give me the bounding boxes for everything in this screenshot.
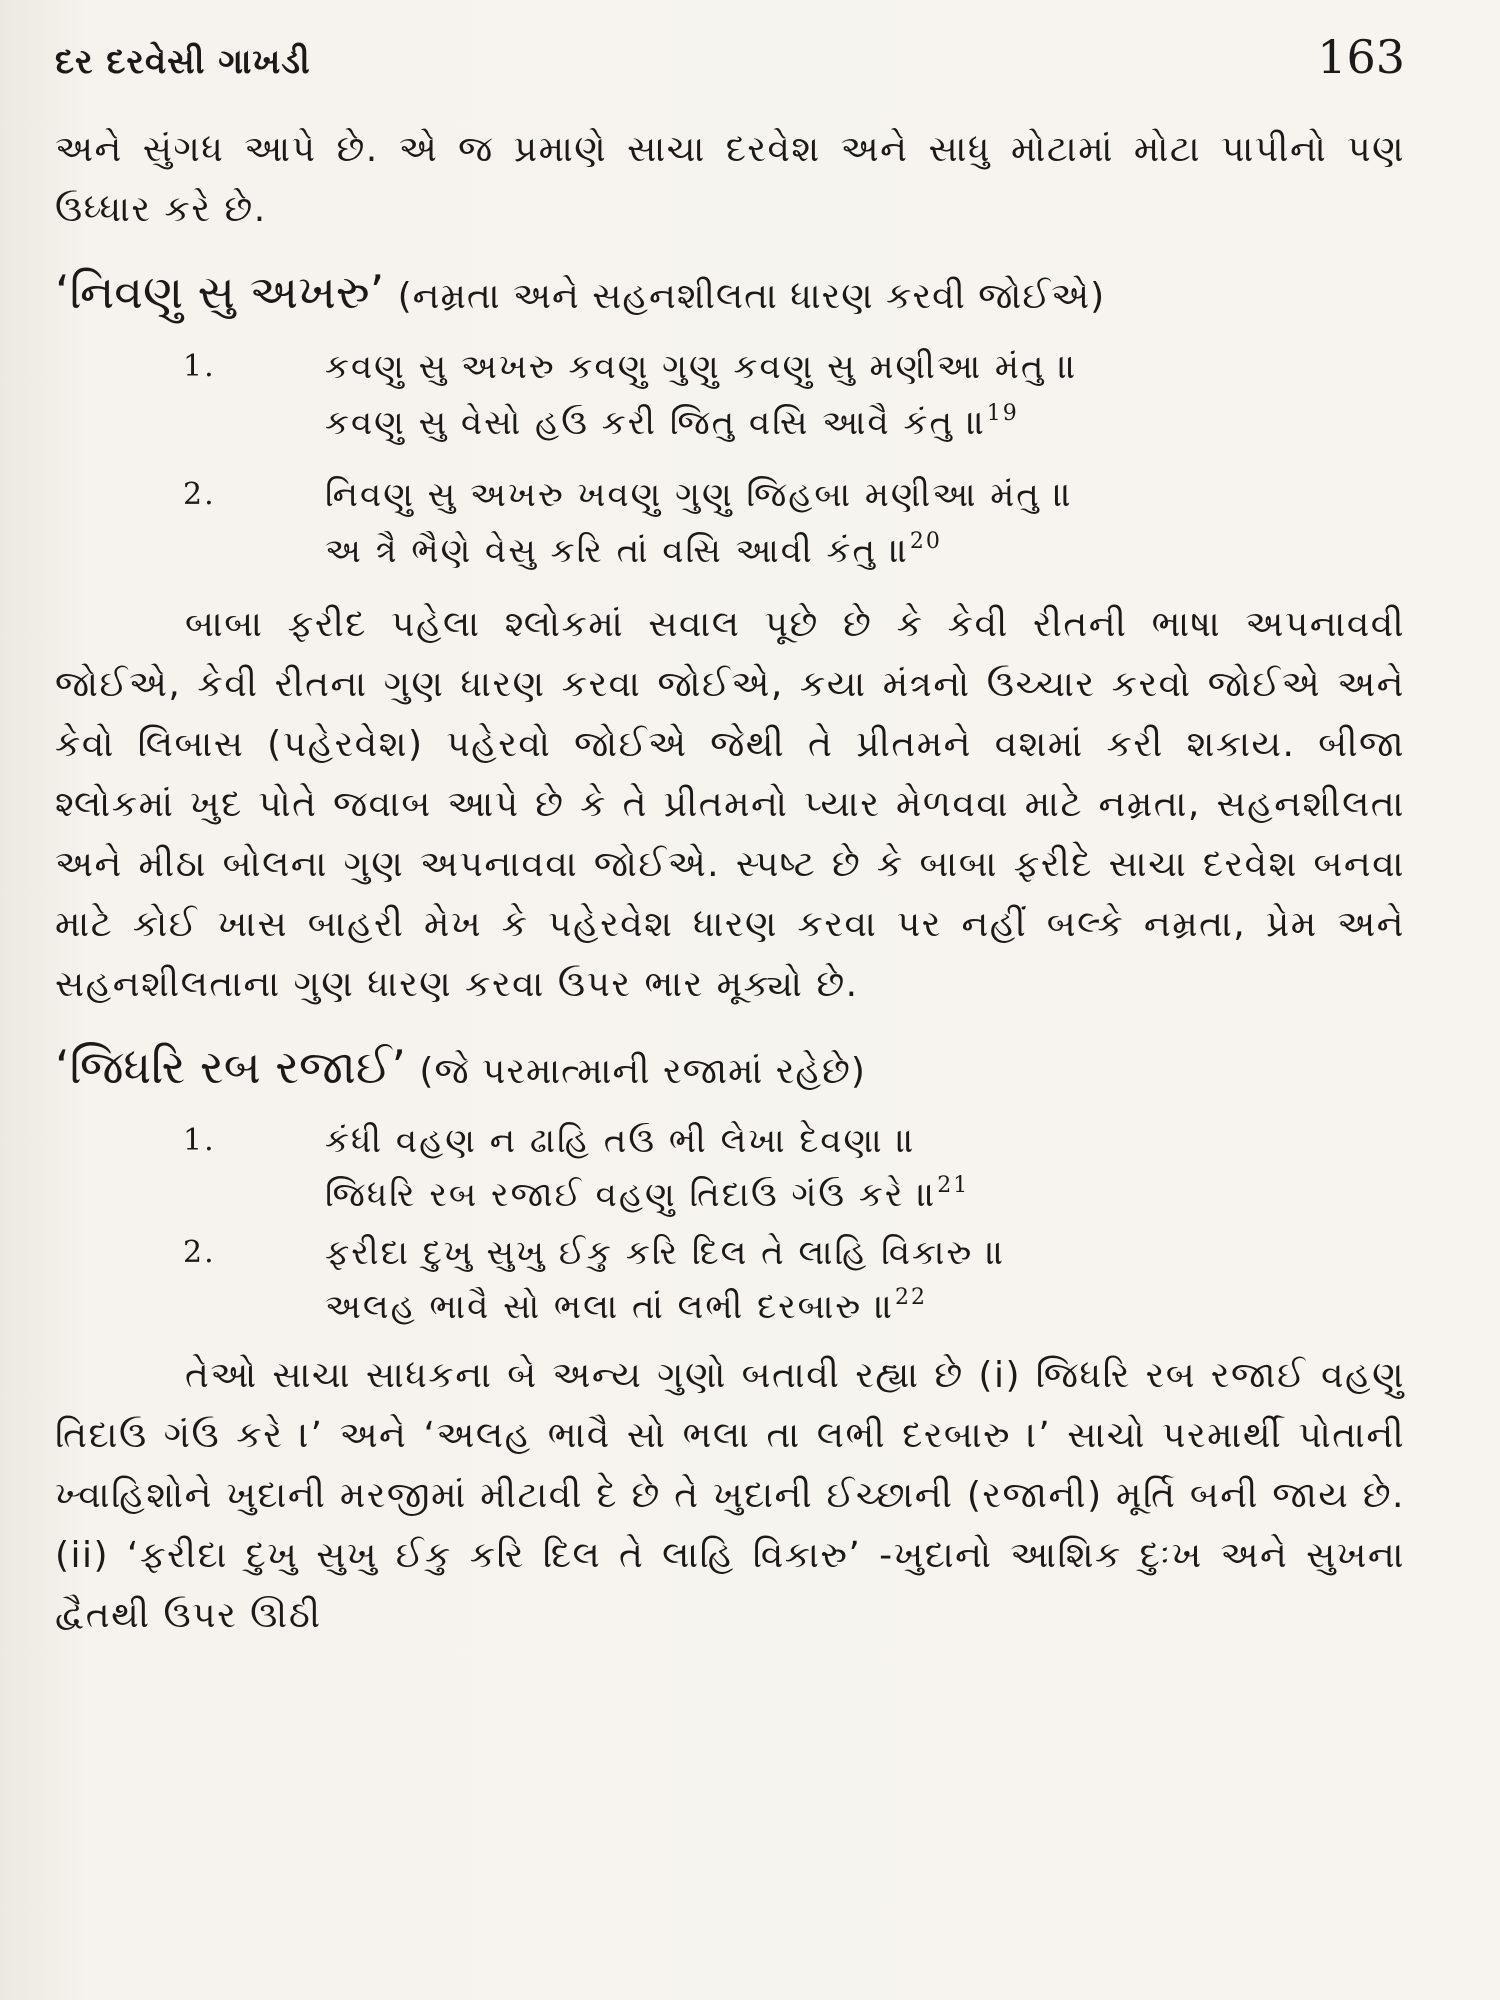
verse-line-with-ref (325, 395, 1405, 451)
verse (55, 467, 1405, 579)
footnote-ref: 20 (909, 529, 942, 554)
section-heading-2 (55, 1031, 1405, 1108)
verse-text (325, 339, 1405, 451)
paragraph-1: અને સુંગધ આપે છે. એ જ પ્રમાણે સાચા દરવેશ અને સાધુ મોટામાં મોટા પાપીનો પણ ઉધ્ધાર કરે છે. (55, 129, 1405, 230)
verse-line: કવણુ સુ અખરુ કવણુ ગુણુ કવણુ સુ મણીઆ મંતુ ॥ (325, 347, 1079, 387)
verse-line: જિધરિ રબ રજાઈ વહણુ તિદાઉ ગંઉ કરે ॥ (325, 1175, 938, 1215)
verse-number: 2. (183, 477, 216, 512)
verse-text (325, 1114, 1405, 1222)
section-note-2: (જે પરમાત્માની રજામાં રહેછે) (419, 1051, 866, 1092)
verse-line: કવણુ સુ વેસો હઉ કરી જિતુ વસિ આવૈ કંતુ ॥ (325, 403, 987, 443)
verse-line-with-ref (325, 1168, 1405, 1222)
verse-line: અલહ ભાવૈ સો ભલા તાં લભી દરબારુ ॥ (325, 1287, 895, 1327)
section-title-1: ‘નિવણુ સુ અખરુ’ (55, 265, 385, 319)
page-number: 163 (1317, 30, 1405, 84)
verse-line: અ ત્રૈ ભૈણે વેસુ કરિ તાં વસિ આવી કંતુ ॥ (325, 531, 910, 571)
footnote-ref: 19 (986, 401, 1019, 426)
verse (55, 1226, 1405, 1334)
footnote-ref: 21 (937, 1173, 970, 1198)
paragraph-3: તેઓ સાચા સાધકના બે અન્ય ગુણો બતાવી રહ્યા છે (i) જિધરિ રબ રજાઈ વહણુ તિદાઉ ગંઉ કરે ।’ અને ‘અલહ ભાવૈ સો ભલા તા લભી દરબારુ ।’ સાચો પરમાર્થી પોતાની ખ્વાહિશોને ખુદાની મરજીમાં મીટાવી દે છે તે ખુદાની ઈચ્છાની (રજાની) મૂર્તિ બની જાય છે. (ii) ‘ફરીદા દુખુ સુખુ ઈકુ કરિ દિલ તે લાહિ વિકારુ’ -ખુદાનો આશિક દુઃખ અને સુખના દ્વૈતથી ઉપર ઊઠી (55, 1355, 1405, 1636)
section-note-1: (નમ્રતા અને સહનશીલતા ધારણ કરવી જોઈએ) (397, 276, 1106, 317)
verse-text (325, 467, 1405, 579)
verse-line: કંધી વહણ ન ઢાહિ તઉ ભી લેખા દેવણા ॥ (325, 1121, 917, 1161)
verse-number: 1. (183, 1123, 216, 1158)
verse-number: 1. (183, 349, 216, 384)
verse (55, 1114, 1405, 1222)
verse-block-1 (55, 339, 1405, 579)
paragraph-2: બાબા ફરીદ પહેલા શ્લોકમાં સવાલ પૂછે છે કે કેવી રીતની ભાષા અપનાવવી જોઈએ, કેવી રીતના ગુણ ધારણ કરવા જોઈએ, કયા મંત્રનો ઉચ્ચાર કરવો જોઈએ અને કેવો લિબાસ (પહેરવેશ) પહેરવો જોઈએ જેથી તે પ્રીતમને વશમાં કરી શકાય. બીજા શ્લોકમાં ખુદ પોતે જવાબ આપે છે કે તે પ્રીતમનો પ્યાર મેળવવા માટે નમ્રતા, સહનશીલતા અને મીઠા બોલના ગુણ અપનાવવા જોઈએ. સ્પષ્ટ છે કે બાબા ફરીદે સાચા દરવેશ બનવા માટે કોઈ ખાસ બાહરી મેખ કે પહેરવેશ ધારણ કરવા પર નહીં બલ્કે નમ્રતા, પ્રેમ અને સહનશીલતાના ગુણ ધારણ કરવા ઉપર ભાર મૂક્યો છે. (55, 604, 1405, 1005)
running-head (55, 30, 1405, 120)
verse-line-with-ref (325, 523, 1405, 579)
section-heading-1 (55, 256, 1405, 333)
verse-line: નિવણુ સુ અખરુ ખવણુ ગુણુ જિહબા મણીઆ મંતુ ॥ (325, 475, 1074, 515)
running-title: દર દરવેસી ગાખડી (55, 42, 311, 82)
section-title-2: ‘જિધરિ રબ રજાઈ’ (55, 1040, 407, 1094)
verse-line: ફરીદા દુખુ સુખુ ઈકુ કરિ દિલ તે લાહિ વિકારુ ॥ (325, 1233, 1007, 1273)
verse-block-2 (55, 1114, 1405, 1334)
verse-line-with-ref (325, 1280, 1405, 1334)
verse (55, 339, 1405, 451)
verse-text (325, 1226, 1405, 1334)
footnote-ref: 22 (894, 1285, 927, 1310)
verse-number: 2. (183, 1235, 216, 1270)
